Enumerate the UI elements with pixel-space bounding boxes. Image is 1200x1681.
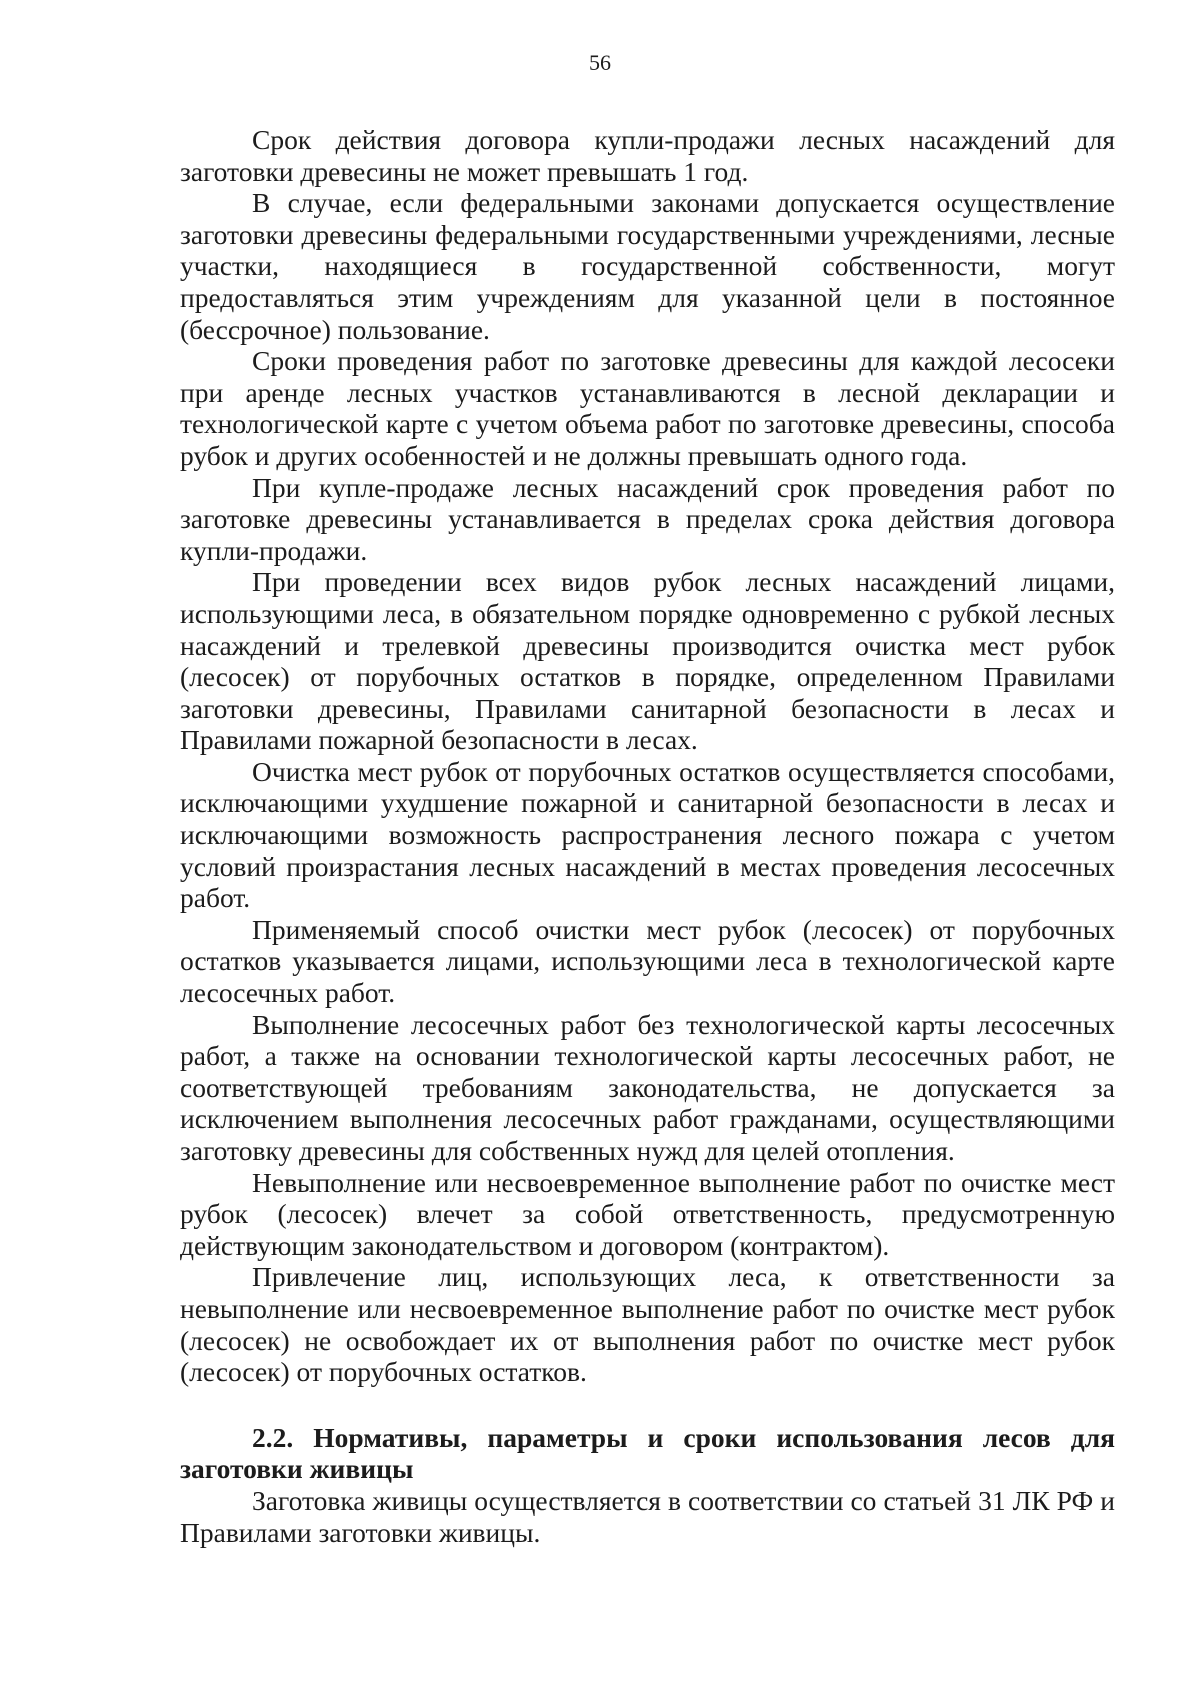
paragraph-federal-institutions: В случае, если федеральными законами допускается осуществление заготовки древесины федеральными государственными учреждениями, лесные участки, находящиеся в государственной собственности, могут предоставляться этим учреждениям для указанной цели в постоянное (бессрочное) пользование. — [180, 187, 1115, 345]
document-body — [180, 124, 1115, 1548]
paragraph-clearing-methods: Очистка мест рубок от порубочных остатков осуществляется способами, исключающими ухудшение пожарной и санитарной безопасности в лесах и исключающими возможность распространения лесного пожара с учетом условий произрастания лесных насаждений в местах проведения лесосечных работ. — [180, 755, 1115, 914]
paragraph-work-terms-sale: При купле-продаже лесных насаждений срок проведения работ по заготовке древесины устанавливается в пределах срока действия договора купли-продажи. — [180, 471, 1115, 566]
paragraph-clearing-method-specified: Применяемый способ очистки мест рубок (лесосек) от порубочных остатков указывается лицами, использующими леса в технологической карте лесосечных работ. — [180, 913, 1115, 1009]
paragraph-work-terms-lease: Сроки проведения работ по заготовке древесины для каждой лесосеки при аренде лесных участков устанавливаются в лесной декларации и технологической карте с учетом объема работ по заготовке древесины, способа рубок и других особенностей и не должны превышать одного года. — [180, 345, 1115, 471]
paragraph-liability: Невыполнение или несвоевременное выполнение работ по очистке мест рубок (лесосек) влечет за собой ответственность, предусмотренную действующим законодательством и договором (контрактом). — [180, 1166, 1115, 1261]
paragraph-liability-not-exempt: Привлечение лиц, использующих леса, к ответственности за невыполнение или несвоевременное выполнение работ по очистке мест рубок (лесосек) не освобождает их от выполнения работ по очистке мест рубок (лесосек) от порубочных остатков. — [180, 1261, 1115, 1388]
paragraph-resin-harvesting: Заготовка живицы осуществляется в соответствии со статьей 31 ЛК РФ и Правилами заготовки живицы. — [180, 1484, 1115, 1548]
paragraph-technological-map: Выполнение лесосечных работ без технологической карты лесосечных работ, а также на основании технологической карты лесосечных работ, не соответствующей требованиям законодательства, не допускается за исключением выполнения лесосечных работ гражданами, осуществляющими заготовку древесины для собственных нужд для целей отопления. — [180, 1008, 1115, 1166]
paragraph-clearing-requirement: При проведении всех видов рубок лесных насаждений лицами, использующими леса, в обязательном порядке одновременно с рубкой лесных насаждений и трелевкой древесины производится очистка мест рубок (лесосек) от порубочных остатков в порядке, определенном Правилами заготовки древесины, Правилами санитарной безопасности в лесах и Правилами пожарной безопасности в лесах. — [180, 566, 1115, 756]
paragraph-contract-term: Срок действия договора купли-продажи лесных насаждений для заготовки древесины не может превышать 1 год. — [180, 124, 1115, 187]
section-heading-resin: 2.2. Нормативы, параметры и сроки использования лесов для заготовки живицы — [180, 1421, 1115, 1485]
page-number: 56 — [589, 50, 611, 75]
